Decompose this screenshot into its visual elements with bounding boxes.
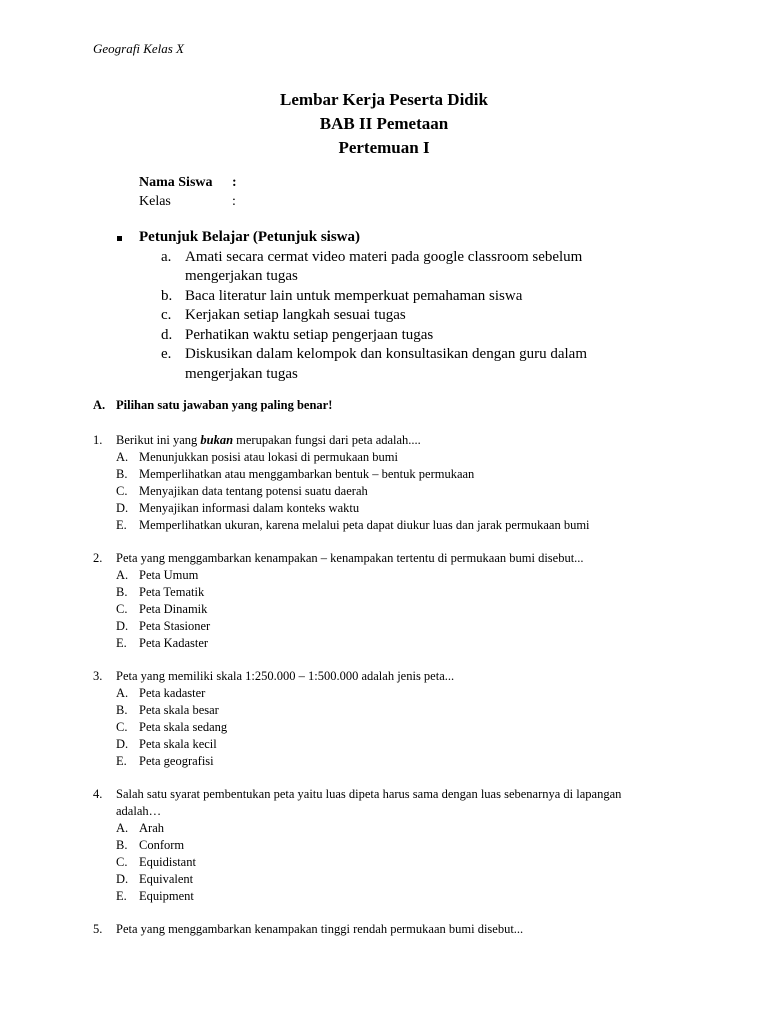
instruction-text: Kerjakan setiap langkah sesuai tugas	[185, 307, 406, 323]
instruction-letter: b.	[161, 287, 173, 304]
option-text: Memperlihatkan atau menggambarkan bentuk – bentuk permukaan	[139, 466, 475, 481]
instruction-item	[117, 345, 637, 384]
answer-option	[116, 618, 653, 635]
option-text: Peta Kadaster	[139, 635, 209, 650]
student-class-colon: :	[232, 194, 236, 209]
instruction-text: Baca literatur lain untuk memperkuat pemahaman siswa	[185, 287, 523, 304]
option-text: Peta geografisi	[139, 753, 214, 768]
option-text: Peta skala sedang	[139, 719, 228, 734]
answer-option	[116, 854, 653, 871]
option-letter: C.	[116, 719, 128, 734]
answer-option	[116, 517, 653, 534]
question-text	[116, 668, 653, 685]
square-bullet-icon	[117, 228, 139, 248]
student-name-label: Nama Siswa	[139, 175, 213, 190]
answer-option	[116, 820, 653, 837]
answer-option	[116, 685, 653, 702]
student-name-colon: :	[232, 175, 237, 190]
option-letter: B.	[116, 584, 128, 599]
student-info	[139, 173, 237, 211]
question-text-part: Peta yang memiliki skala 1:250.000 – 1:500.000 adalah jenis peta...	[116, 669, 455, 684]
question-text	[116, 550, 653, 567]
option-text: Conform	[139, 838, 185, 853]
option-text: Peta kadaster	[139, 686, 206, 701]
section-a-letter: A.	[93, 398, 106, 412]
student-class-label: Kelas	[139, 194, 171, 209]
answer-option	[116, 871, 653, 888]
instruction-item	[117, 287, 637, 307]
option-text: Equivalent	[139, 871, 194, 886]
instruction-letter: e.	[161, 346, 172, 362]
section-a-heading	[93, 398, 332, 413]
question	[93, 550, 653, 651]
instruction-item	[117, 306, 637, 326]
question	[93, 668, 653, 769]
instruction-text: Diskusikan dalam kelompok dan konsultasikan dengan guru dalam mengerjakan tugas	[185, 346, 588, 382]
option-letter: D.	[116, 736, 129, 751]
question-number: 5.	[93, 922, 103, 937]
option-text: Memperlihatkan ukuran, karena melalui peta dapat diukur luas dan jarak permukaan bumi	[139, 517, 590, 532]
question	[93, 921, 653, 938]
answer-option	[116, 466, 653, 483]
instructions-heading: Petunjuk Belajar (Petunjuk siswa)	[139, 229, 360, 245]
option-text: Peta Dinamik	[139, 601, 208, 616]
answer-option	[116, 601, 653, 618]
question-emphasis: bukan	[200, 433, 234, 447]
option-letter: B.	[116, 838, 128, 853]
option-letter: E.	[116, 635, 127, 650]
option-letter: E.	[116, 888, 127, 903]
option-letter: E.	[116, 517, 127, 532]
student-class-row	[139, 192, 237, 211]
instruction-text: Perhatikan waktu setiap pengerjaan tugas	[185, 326, 434, 343]
title-line-1: Lembar Kerja Peserta Didik	[280, 90, 488, 109]
title-block	[0, 88, 768, 160]
instruction-item	[117, 326, 637, 346]
option-letter: C.	[116, 483, 128, 498]
option-letter: C.	[116, 601, 128, 616]
question-text-part: Peta yang menggambarkan kenampakan – kenampakan tertentu di permukaan bumi disebut...	[116, 551, 584, 566]
instructions-list	[117, 248, 637, 385]
option-letter: A.	[116, 568, 129, 583]
option-letter: B.	[116, 703, 128, 718]
answer-option	[116, 483, 653, 500]
option-letter: D.	[116, 500, 129, 515]
answer-option	[116, 449, 653, 466]
option-text: Equipment	[139, 888, 194, 903]
title-line-3: Pertemuan I	[338, 138, 430, 157]
section-a-title: Pilihan satu jawaban yang paling benar!	[116, 398, 333, 412]
answer-option	[116, 753, 653, 770]
instructions	[117, 228, 637, 384]
answer-option	[116, 837, 653, 854]
answer-option	[116, 567, 653, 584]
question-text-part: Salah satu syarat pembentukan peta yaitu luas dipeta harus sama dengan luas sebenarnya di lapangan adalah…	[116, 787, 622, 819]
option-letter: C.	[116, 855, 128, 869]
question-text-part: Peta yang menggambarkan kenampakan tinggi rendah permukaan bumi disebut...	[116, 922, 524, 937]
option-letter: D.	[116, 871, 129, 886]
question-list	[93, 432, 653, 955]
question	[93, 432, 653, 533]
option-text: Menunjukkan posisi atau lokasi di permukaan bumi	[139, 449, 398, 464]
question-number: 4.	[93, 787, 103, 802]
option-text: Peta Tematik	[139, 584, 205, 599]
option-text: Peta Umum	[139, 568, 199, 583]
instruction-letter: a.	[161, 248, 172, 265]
answer-option	[116, 736, 653, 753]
answer-option	[116, 888, 653, 905]
option-text: Equidistant	[139, 855, 196, 869]
option-text: Peta skala kecil	[139, 736, 217, 751]
option-letter: D.	[116, 618, 129, 633]
option-text: Peta Stasioner	[139, 618, 211, 633]
option-letter: E.	[116, 753, 127, 768]
answer-option	[116, 702, 653, 719]
option-letter: B.	[116, 466, 128, 481]
option-letter: A.	[116, 686, 129, 701]
answer-option	[116, 719, 653, 736]
question-text	[116, 432, 653, 449]
question-text-part: Berikut ini yang	[116, 433, 201, 447]
option-letter: A.	[116, 449, 129, 464]
option-letter: A.	[116, 821, 129, 836]
option-text: Menyajikan informasi dalam konteks waktu	[139, 500, 360, 515]
option-text: Peta skala besar	[139, 703, 219, 718]
instruction-letter: c.	[161, 307, 172, 323]
question-number: 3.	[93, 669, 103, 684]
instruction-item	[117, 248, 637, 287]
answer-option	[116, 500, 653, 517]
question-number: 2.	[93, 551, 103, 566]
option-text: Arah	[139, 821, 164, 836]
question-number: 1.	[93, 433, 103, 447]
instruction-letter: d.	[161, 326, 173, 343]
student-name-row	[139, 173, 237, 192]
question-text-part: merupakan fungsi dari peta adalah....	[233, 433, 421, 447]
page-header: Geografi Kelas X	[93, 41, 184, 56]
question	[93, 786, 653, 904]
answer-option	[116, 584, 653, 601]
question-text	[116, 786, 653, 820]
title-line-2: BAB II Pemetaan	[319, 114, 449, 133]
question-text	[116, 921, 653, 938]
answer-option	[116, 635, 653, 652]
option-text: Menyajikan data tentang potensi suatu daerah	[139, 483, 368, 498]
instruction-text: Amati secara cermat video materi pada google classroom sebelum mengerjakan tugas	[185, 248, 583, 284]
instructions-heading-row	[117, 228, 637, 248]
